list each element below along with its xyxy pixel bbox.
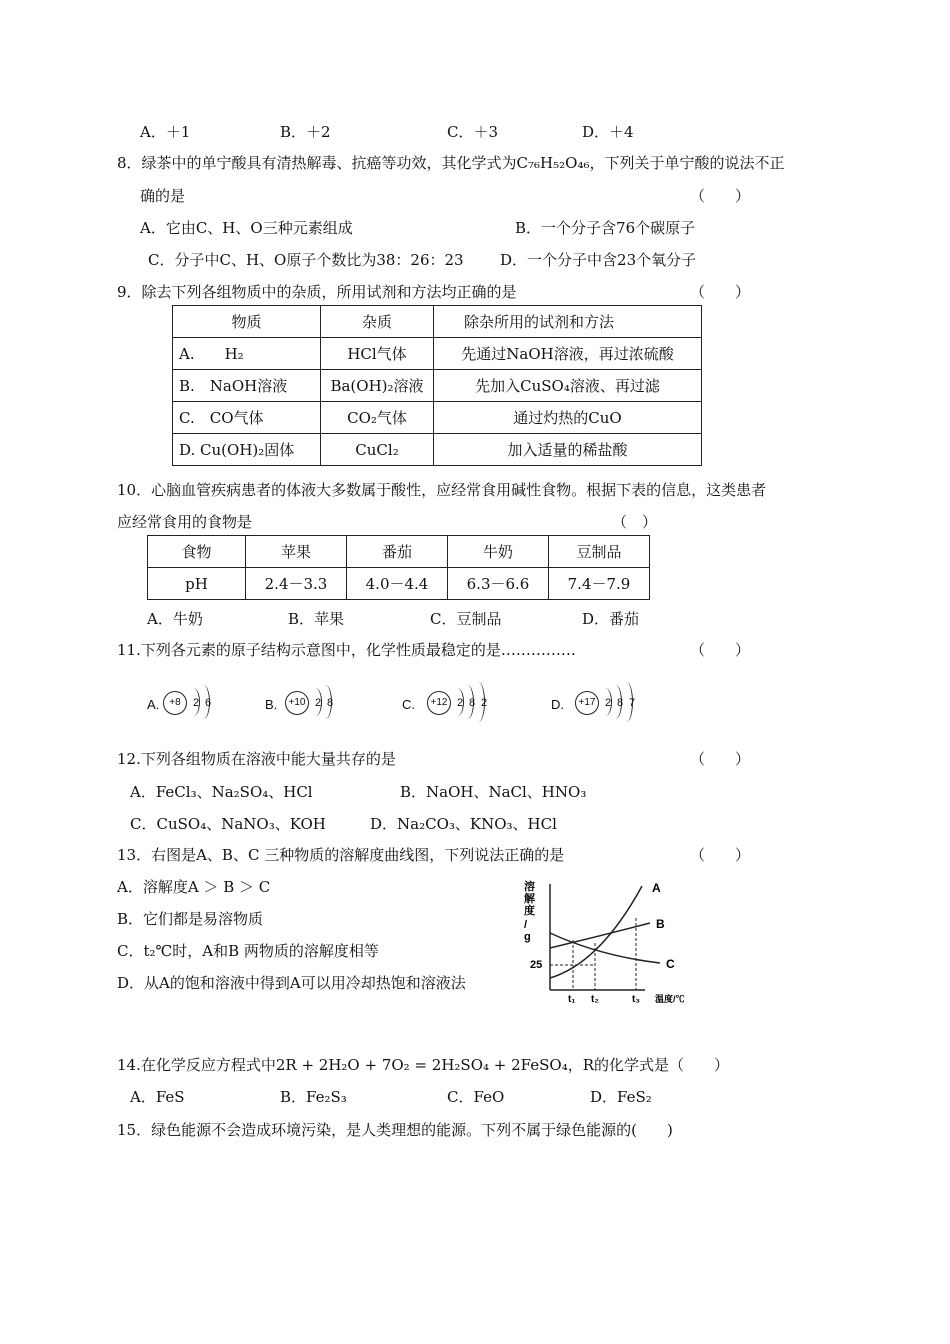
table-cell: A. H₂	[173, 338, 321, 370]
table-cell: 6.3－6.6	[448, 568, 549, 600]
q11-stem: 11.下列各元素的原子结构示意图中，化学性质最稳定的是……………	[117, 641, 576, 659]
table-cell: 加入适量的稀盐酸	[434, 434, 702, 466]
table-header-cell: 食物	[148, 536, 246, 568]
atom-label: B.	[265, 697, 278, 712]
y-axis-label-char: /	[524, 919, 528, 931]
shell-electrons: 2	[457, 697, 464, 709]
table-cell: pH	[148, 568, 246, 600]
q7-option-c: C．＋3	[447, 123, 499, 141]
y-axis-label-char: 解	[524, 893, 535, 905]
table-row	[173, 338, 702, 370]
series-label-c: C	[666, 957, 675, 971]
table-cell: 先加入CuSO₄溶液、再过滤	[434, 370, 702, 402]
atom-diagram-a	[147, 680, 237, 730]
shell-electrons: 7	[629, 697, 636, 709]
shell-electrons: 8	[327, 697, 334, 709]
q13-answer-paren: （ ）	[690, 846, 751, 864]
atom-nucleus: +8	[163, 691, 187, 715]
table-cell: 通过灼热的CuO	[434, 402, 702, 434]
shell-electrons: 8	[469, 697, 476, 709]
q7-option-b: B．＋2	[280, 123, 331, 141]
x-tick-label: t₃	[632, 994, 640, 1003]
atom-diagram-c	[402, 680, 512, 730]
table-cell: D. Cu(OH)₂固体	[173, 434, 321, 466]
atom-diagram-d	[551, 680, 661, 730]
atom-label: A.	[147, 697, 160, 712]
table-header-cell: 牛奶	[448, 536, 549, 568]
shell-electrons: 2	[193, 697, 200, 709]
table-cell: HCl气体	[321, 338, 434, 370]
q12-option-d: D．Na₂CO₃、KNO₃、HCl	[370, 815, 557, 833]
q10-option-d: D．番茄	[582, 610, 640, 628]
q9-stem: 9．除去下列各组物质中的杂质，所用试剂和方法均正确的是	[117, 283, 517, 301]
shell-electrons: 8	[617, 697, 624, 709]
q12-option-c: C．CuSO₄、NaNO₃、KOH	[130, 815, 326, 833]
q10-answer-paren: （ ）	[612, 513, 658, 531]
table-header-row	[173, 306, 702, 338]
table-cell: B. NaOH溶液	[173, 370, 321, 402]
table-row	[173, 434, 702, 466]
q13-option-d: D．从A的饱和溶液中得到A可以用冷却热饱和溶液法	[117, 974, 466, 992]
q10-table	[147, 535, 650, 600]
q11-answer-paren: （ ）	[690, 641, 751, 659]
series-label-a: A	[652, 881, 661, 895]
q13-option-a: A．溶解度A ＞ B ＞ C	[117, 878, 271, 896]
table-header-cell: 豆制品	[549, 536, 650, 568]
series-label-b: B	[656, 917, 665, 931]
q9-table	[172, 305, 702, 466]
curve-a	[550, 886, 642, 978]
q12-option-a: A．FeCl₃、Na₂SO₄、HCl	[130, 783, 313, 801]
table-cell: C. CO气体	[173, 402, 321, 434]
q14-option-c: C．FeO	[447, 1088, 505, 1106]
table-cell: CO₂气体	[321, 402, 434, 434]
q7-option-d: D．＋4	[582, 123, 634, 141]
shell-electrons: 6	[205, 697, 212, 709]
q13-option-c: C．t₂℃时，A和B 两物质的溶解度相等	[117, 942, 379, 960]
q14-option-b: B．Fe₂S₃	[280, 1088, 347, 1106]
table-cell: 先通过NaOH溶液，再过浓硫酸	[434, 338, 702, 370]
table-row	[148, 568, 650, 600]
table-header-cell: 除杂所用的试剂和方法	[434, 306, 702, 338]
y-axis-label-char: 溶	[524, 881, 535, 893]
table-header-cell: 番茄	[347, 536, 448, 568]
solubility-curve-chart	[520, 878, 700, 1003]
q14-option-a: A．FeS	[130, 1088, 185, 1106]
q8-option-a: A．它由C、H、O三种元素组成	[140, 219, 353, 237]
q8-option-b: B．一个分子含76个碳原子	[515, 219, 696, 237]
q10-option-b: B．苹果	[288, 610, 345, 628]
q10-stem: 10．心脑血管疾病患者的体液大多数属于酸性，应经常食用碱性食物。根据下表的信息，这类患者	[117, 481, 767, 499]
table-cell: 4.0－4.4	[347, 568, 448, 600]
q8-stem: 8．绿茶中的单宁酸具有清热解毒、抗癌等功效，其化学式为C₇₆H₅₂O₄₆，下列关于单宁酸的说法不正	[117, 154, 785, 172]
q12-option-b: B．NaOH、NaCl、HNO₃	[400, 783, 587, 801]
q13-stem: 13．右图是A、B、C 三种物质的溶解度曲线图，下列说法正确的是	[117, 846, 565, 864]
curve-b	[550, 923, 650, 948]
shell-electrons: 2	[605, 697, 612, 709]
shell-electrons: 2	[315, 697, 322, 709]
q14-stem: 14.在化学反应方程式中2R + 2H₂O + 7O₂ = 2H₂SO₄ + 2FeSO₄，R的化学式是（ ）	[117, 1056, 730, 1074]
shell-electrons: 2	[481, 697, 488, 709]
curve-c	[550, 933, 660, 963]
q8-option-c: C．分子中C、H、O原子个数比为38：26：23	[148, 251, 464, 269]
q12-stem: 12.下列各组物质在溶液中能大量共存的是	[117, 750, 396, 768]
q10-option-c: C．豆制品	[430, 610, 502, 628]
table-cell: 2.4－3.3	[246, 568, 347, 600]
table-cell: 7.4－7.9	[549, 568, 650, 600]
q9-answer-paren: （ ）	[690, 283, 751, 301]
table-header-cell: 杂质	[321, 306, 434, 338]
atom-nucleus: +10	[285, 691, 309, 715]
y-axis-label-char: g	[524, 931, 531, 943]
q8-stem-cont: 确的是	[140, 187, 186, 205]
q13-option-b: B．它们都是易溶物质	[117, 910, 264, 928]
table-header-cell: 苹果	[246, 536, 347, 568]
q12-answer-paren: （ ）	[690, 750, 751, 768]
atom-diagram-b	[265, 680, 365, 730]
table-cell: Ba(OH)₂溶液	[321, 370, 434, 402]
atom-label: D.	[551, 697, 564, 712]
x-tick-label: t₂	[591, 994, 599, 1003]
x-tick-label: t₁	[568, 994, 576, 1003]
y-axis-label	[524, 879, 538, 943]
q14-option-d: D．FeS₂	[590, 1088, 652, 1106]
table-row	[173, 402, 702, 434]
q7-option-a: A．＋1	[140, 123, 191, 141]
table-header-row	[148, 536, 650, 568]
x-axis-label: 温度/℃	[655, 994, 685, 1003]
q10-option-a: A．牛奶	[147, 610, 203, 628]
table-cell: CuCl₂	[321, 434, 434, 466]
atom-label: C.	[402, 697, 415, 712]
y-tick-label: 25	[530, 959, 543, 971]
q15-stem: 15．绿色能源不会造成环境污染，是人类理想的能源。下列不属于绿色能源的( )	[117, 1121, 673, 1139]
atom-nucleus: +17	[575, 691, 599, 715]
table-header-cell: 物质	[173, 306, 321, 338]
y-axis-label-char: 度	[524, 905, 535, 917]
q10-stem-cont: 应经常食用的食物是	[117, 513, 253, 531]
q8-answer-paren: （ ）	[690, 187, 751, 205]
table-row	[173, 370, 702, 402]
atom-nucleus: +12	[427, 691, 451, 715]
q8-option-d: D．一个分子中含23个氧分子	[500, 251, 697, 269]
